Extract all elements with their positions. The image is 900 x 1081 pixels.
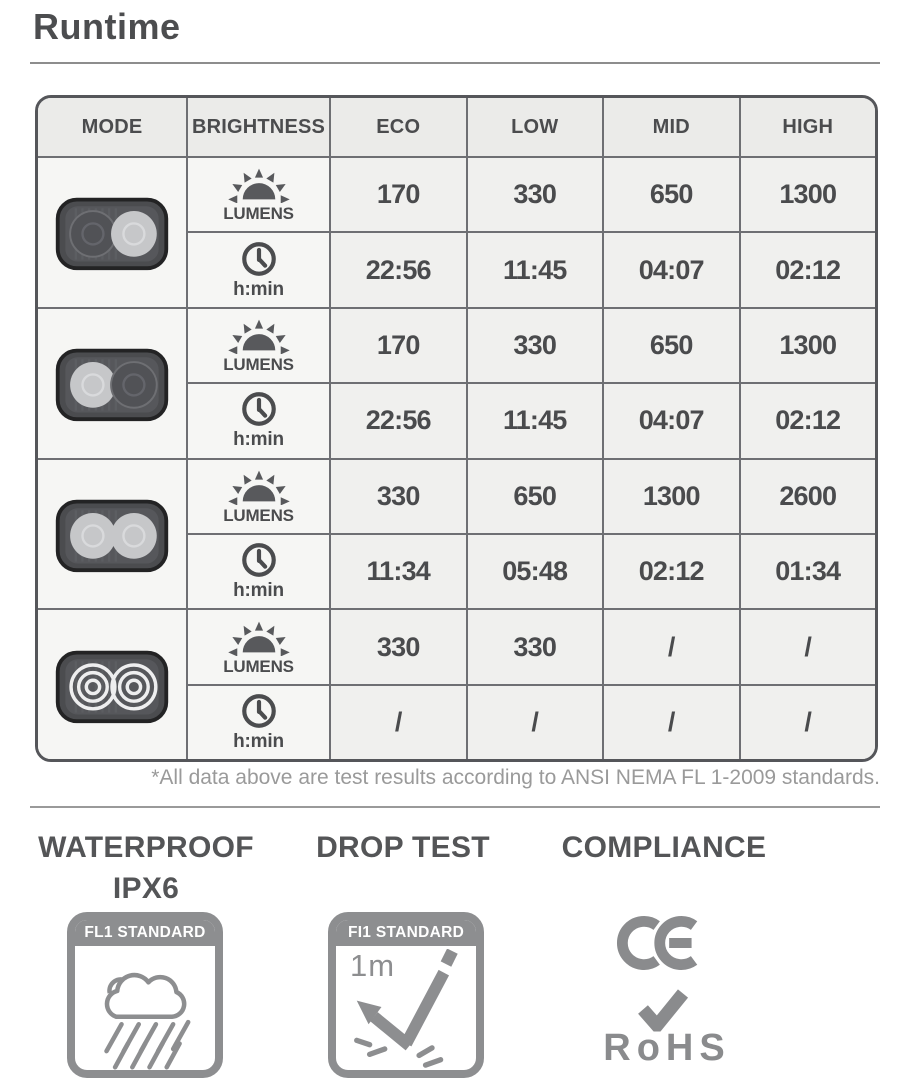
clock-runtime-icon bbox=[240, 390, 278, 428]
lumens-value: 330 bbox=[376, 631, 420, 662]
lumens-value-cell bbox=[602, 608, 739, 683]
mode-cell-3 bbox=[38, 458, 186, 609]
lumens-value-cell bbox=[466, 156, 603, 231]
waterproof-title: WATERPROOF bbox=[38, 831, 254, 864]
lumens-value: 650 bbox=[513, 480, 557, 511]
rain-cloud-icon bbox=[78, 949, 212, 1078]
hmin-label: h:min bbox=[233, 730, 284, 752]
header-cell-low bbox=[466, 98, 603, 156]
mode-cell-4 bbox=[38, 608, 186, 759]
lumens-label: LUMENS bbox=[223, 204, 294, 224]
header-cell-mode bbox=[38, 98, 186, 156]
lumens-value: 650 bbox=[649, 179, 693, 210]
compliance-heading: COMPLIANCE bbox=[561, 831, 767, 864]
clock-runtime-icon bbox=[240, 541, 278, 579]
header-cell-eco bbox=[329, 98, 466, 156]
runtime-value-cell bbox=[739, 231, 876, 306]
lumens-value-cell bbox=[602, 458, 739, 533]
fi1-standard-label: FI1 STANDARD bbox=[336, 920, 476, 946]
lumens-value: 1300 bbox=[779, 179, 837, 210]
sun-brightness-icon bbox=[228, 467, 290, 505]
runtime-value-cell bbox=[329, 231, 466, 306]
runtime-value: 11:45 bbox=[502, 254, 567, 285]
runtime-value: 04:07 bbox=[638, 254, 704, 285]
dual-led-left-beam-on-icon bbox=[54, 343, 170, 423]
brightness-time-cell-1 bbox=[186, 231, 329, 306]
rohs-checkmark-icon bbox=[637, 987, 689, 1032]
drop-test-badge-body bbox=[336, 946, 476, 1078]
lumens-value-cell bbox=[602, 156, 739, 231]
header-label: MID bbox=[652, 115, 690, 138]
runtime-value-cell bbox=[466, 533, 603, 608]
clock-runtime-icon bbox=[240, 240, 278, 278]
drop-test-heading: DROP TEST bbox=[316, 831, 490, 864]
brightness-time-cell-2 bbox=[186, 382, 329, 457]
lumens-value: / bbox=[804, 631, 812, 662]
waterproof-badge bbox=[67, 912, 223, 1078]
lumens-value-cell bbox=[739, 156, 876, 231]
dual-led-flash-mode-icon bbox=[54, 645, 170, 725]
runtime-value: / bbox=[531, 706, 539, 737]
runtime-value-cell bbox=[329, 382, 466, 457]
sun-brightness-icon bbox=[228, 618, 290, 656]
runtime-value: 22:56 bbox=[365, 254, 431, 285]
hmin-label: h:min bbox=[233, 580, 284, 602]
dual-led-right-beam-on-icon bbox=[54, 192, 170, 272]
lumens-value-cell bbox=[739, 608, 876, 683]
lumens-value: 330 bbox=[513, 631, 557, 662]
runtime-value: 02:12 bbox=[638, 556, 704, 587]
lumens-label: LUMENS bbox=[223, 505, 294, 525]
page-title: Runtime bbox=[33, 6, 181, 47]
runtime-value-cell bbox=[739, 684, 876, 759]
sun-brightness-icon bbox=[228, 316, 290, 354]
runtime-value: 02:12 bbox=[775, 405, 841, 436]
waterproof-badge-body bbox=[75, 946, 215, 1078]
lumens-value-cell bbox=[329, 307, 466, 382]
lumens-value: 170 bbox=[376, 179, 420, 210]
runtime-value-cell bbox=[466, 231, 603, 306]
ansi-footnote: *All data above are test results according to ANSI NEMA FL 1-2009 standards. bbox=[151, 766, 880, 789]
runtime-value: 22:56 bbox=[365, 405, 431, 436]
runtime-value-cell bbox=[329, 533, 466, 608]
hmin-label: h:min bbox=[233, 429, 284, 451]
hmin-label: h:min bbox=[233, 278, 284, 300]
lumens-value: 1300 bbox=[779, 329, 837, 360]
lumens-value-cell bbox=[739, 307, 876, 382]
brightness-time-cell-4 bbox=[186, 684, 329, 759]
runtime-value-cell bbox=[739, 382, 876, 457]
dual-led-both-beams-on-icon bbox=[54, 494, 170, 574]
runtime-value: / bbox=[804, 706, 812, 737]
lumens-label: LUMENS bbox=[223, 354, 294, 374]
runtime-value-cell bbox=[739, 533, 876, 608]
runtime-value: 04:07 bbox=[638, 405, 704, 436]
runtime-value: / bbox=[394, 706, 402, 737]
lumens-value-cell bbox=[329, 608, 466, 683]
lumens-value: 330 bbox=[513, 329, 557, 360]
brightness-lumens-cell-1 bbox=[186, 156, 329, 231]
header-label: ECO bbox=[376, 115, 421, 138]
lumens-value: 2600 bbox=[779, 480, 837, 511]
header-label: MODE bbox=[81, 115, 143, 138]
lumens-value: 650 bbox=[649, 329, 693, 360]
runtime-value: / bbox=[667, 706, 675, 737]
mode-cell-2 bbox=[38, 307, 186, 458]
lumens-value-cell bbox=[329, 458, 466, 533]
runtime-value-cell bbox=[329, 684, 466, 759]
brightness-lumens-cell-4 bbox=[186, 608, 329, 683]
brightness-lumens-cell-2 bbox=[186, 307, 329, 382]
lumens-value-cell bbox=[466, 458, 603, 533]
sun-brightness-icon bbox=[228, 165, 290, 203]
header-label: BRIGHTNESS bbox=[191, 115, 326, 138]
mode-cell-1 bbox=[38, 156, 186, 307]
runtime-value-cell bbox=[602, 231, 739, 306]
runtime-value-cell bbox=[466, 382, 603, 457]
drop-height-label: 1m bbox=[350, 948, 396, 983]
lumens-value: 330 bbox=[513, 179, 557, 210]
runtime-value: 01:34 bbox=[775, 556, 841, 587]
header-cell-brightness bbox=[186, 98, 329, 156]
ce-mark-icon bbox=[616, 912, 714, 974]
header-label: HIGH bbox=[782, 115, 834, 138]
lumens-value: 1300 bbox=[642, 480, 700, 511]
runtime-value: 02:12 bbox=[775, 254, 841, 285]
lumens-value-cell bbox=[329, 156, 466, 231]
runtime-value: 05:48 bbox=[502, 556, 568, 587]
runtime-value-cell bbox=[602, 382, 739, 457]
lumens-label: LUMENS bbox=[223, 656, 294, 676]
runtime-table bbox=[35, 95, 878, 762]
fl1-standard-label: FL1 STANDARD bbox=[75, 920, 215, 946]
runtime-value: 11:34 bbox=[366, 556, 431, 587]
brightness-lumens-cell-3 bbox=[186, 458, 329, 533]
lumens-value-cell bbox=[466, 307, 603, 382]
header-cell-mid bbox=[602, 98, 739, 156]
lumens-value-cell bbox=[602, 307, 739, 382]
lumens-value-cell bbox=[466, 608, 603, 683]
brightness-time-cell-3 bbox=[186, 533, 329, 608]
drop-test-badge bbox=[328, 912, 484, 1078]
section-divider bbox=[30, 806, 880, 808]
lumens-value: 330 bbox=[376, 480, 420, 511]
rohs-label: RoHS bbox=[603, 1027, 731, 1069]
waterproof-rating: IPX6 bbox=[112, 871, 180, 905]
runtime-value-cell bbox=[602, 684, 739, 759]
runtime-value-cell bbox=[602, 533, 739, 608]
lumens-value: 170 bbox=[376, 329, 420, 360]
lumens-value: / bbox=[667, 631, 675, 662]
runtime-value-cell bbox=[466, 684, 603, 759]
lumens-value-cell bbox=[739, 458, 876, 533]
title-divider bbox=[30, 62, 880, 64]
runtime-value: 11:45 bbox=[502, 405, 567, 436]
header-cell-high bbox=[739, 98, 876, 156]
header-label: LOW bbox=[511, 115, 559, 138]
waterproof-heading bbox=[18, 828, 274, 909]
clock-runtime-icon bbox=[240, 692, 278, 730]
